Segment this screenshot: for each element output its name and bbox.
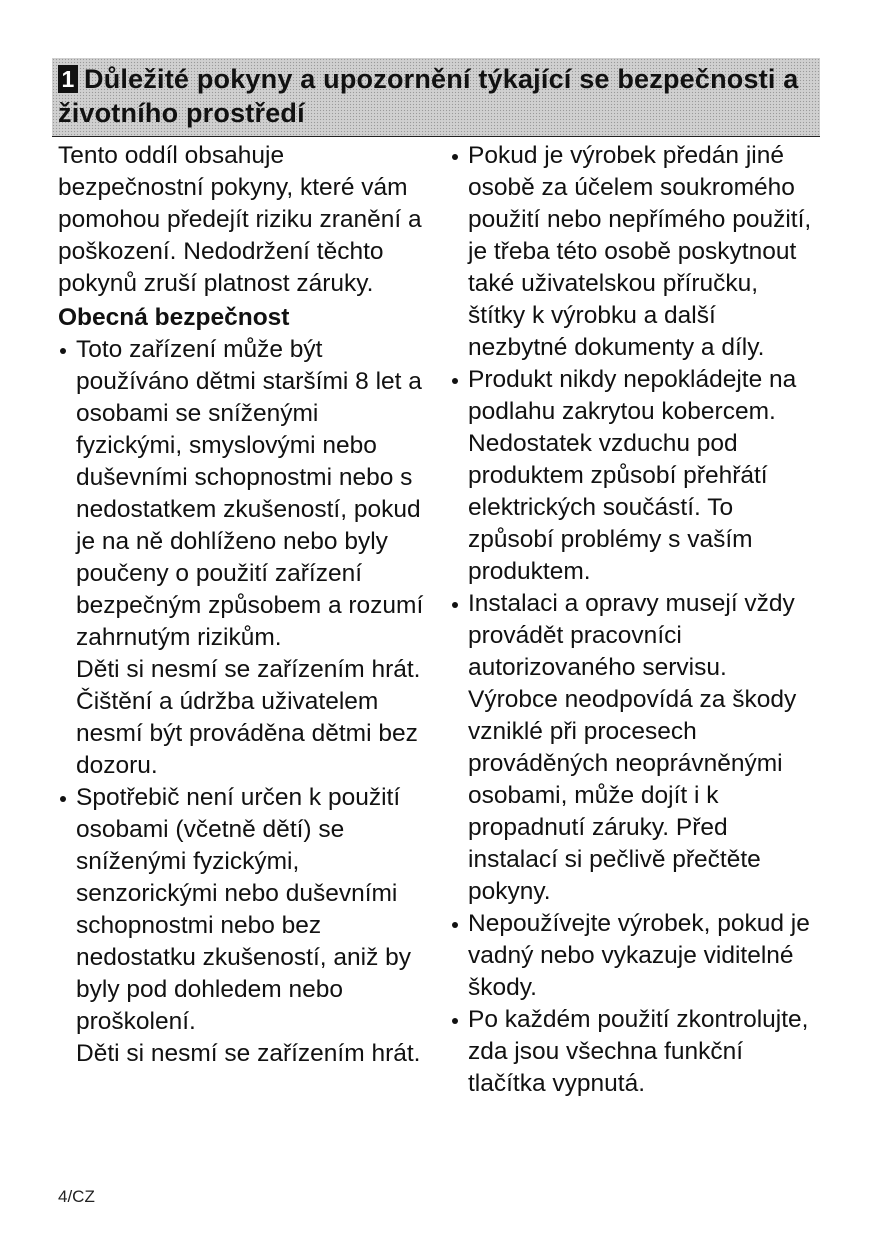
section-header — [52, 58, 820, 137]
subheading-general-safety: Obecná bezpečnost — [58, 304, 290, 331]
bullet-text: Toto zařízení může být používáno dětmi staršími 8 let a osobami se sníženými fyzickými, smyslovými nebo duševními schopnostmi nebo s nedostatkem zkušeností, pokud je na ně dohlíženo nebo byly poučeny o použití zařízení bezpečným způsobem a rozumí zahrnutým rizikům. — [76, 336, 424, 651]
bullet-text-continued: Děti si nesmí se zařízením hrát. Čištění a údržba uživatelem nesmí být prováděna dětmi bez dozoru. — [76, 656, 421, 779]
bullet-item — [58, 782, 428, 1070]
bullet-item: Pokud je výrobek předán jiné osobě za účelem soukromého použití nebo nepřímého použití, je třeba této osobě poskytnout také uživatelskou příručku, štítky k výrobku a další nezbytné dokumenty a díly. — [450, 140, 822, 364]
bullet-text-continued: Děti si nesmí se zařízením hrát. — [76, 1040, 421, 1067]
section-title-text: Důležité pokyny a upozornění týkající se bezpečnosti a životního prostředí — [58, 64, 799, 128]
bullet-item: Produkt nikdy nepokládejte na podlahu zakrytou kobercem. Nedostatek vzduchu pod produktem způsobí přehřátí elektrických součástí. To způsobí problémy s vaším produktem. — [450, 364, 822, 588]
bullet-item: Instalaci a opravy musejí vždy provádět pracovníci autorizovaného servisu. Výrobce neodpovídá za škody vzniklé při procesech prováděných neoprávněnými osobami, může dojít i k propadnutí záruky. Před instalací si pečlivě přečtěte pokyny. — [450, 588, 822, 908]
section-number-badge: 1 — [58, 65, 78, 93]
section-title — [58, 62, 820, 130]
right-column — [450, 140, 822, 1100]
page-number: 4/CZ — [58, 1187, 95, 1206]
bullet-item: Nepoužívejte výrobek, pokud je vadný nebo vykazuje viditelné škody. — [450, 908, 822, 1004]
intro-paragraph: Tento oddíl obsahuje bezpečnostní pokyny, které vám pomohou předejít riziku zranění a poškození. Nedodržení těchto pokynů zruší platnost záruky. — [58, 142, 422, 297]
left-bullet-list — [58, 334, 428, 1070]
bullet-item — [58, 334, 428, 782]
bullet-text: Spotřebič není určen k použití osobami (včetně dětí) se sníženými fyzickými, senzorickými nebo duševními schopnostmi nebo bez nedostatku zkušeností, aniž by byly pod dohledem nebo proškolení. — [76, 784, 412, 1035]
right-bullet-list — [450, 140, 822, 1100]
left-column — [58, 140, 428, 1070]
bullet-item: Po každém použití zkontrolujte, zda jsou všechna funkční tlačítka vypnutá. — [450, 1004, 822, 1100]
